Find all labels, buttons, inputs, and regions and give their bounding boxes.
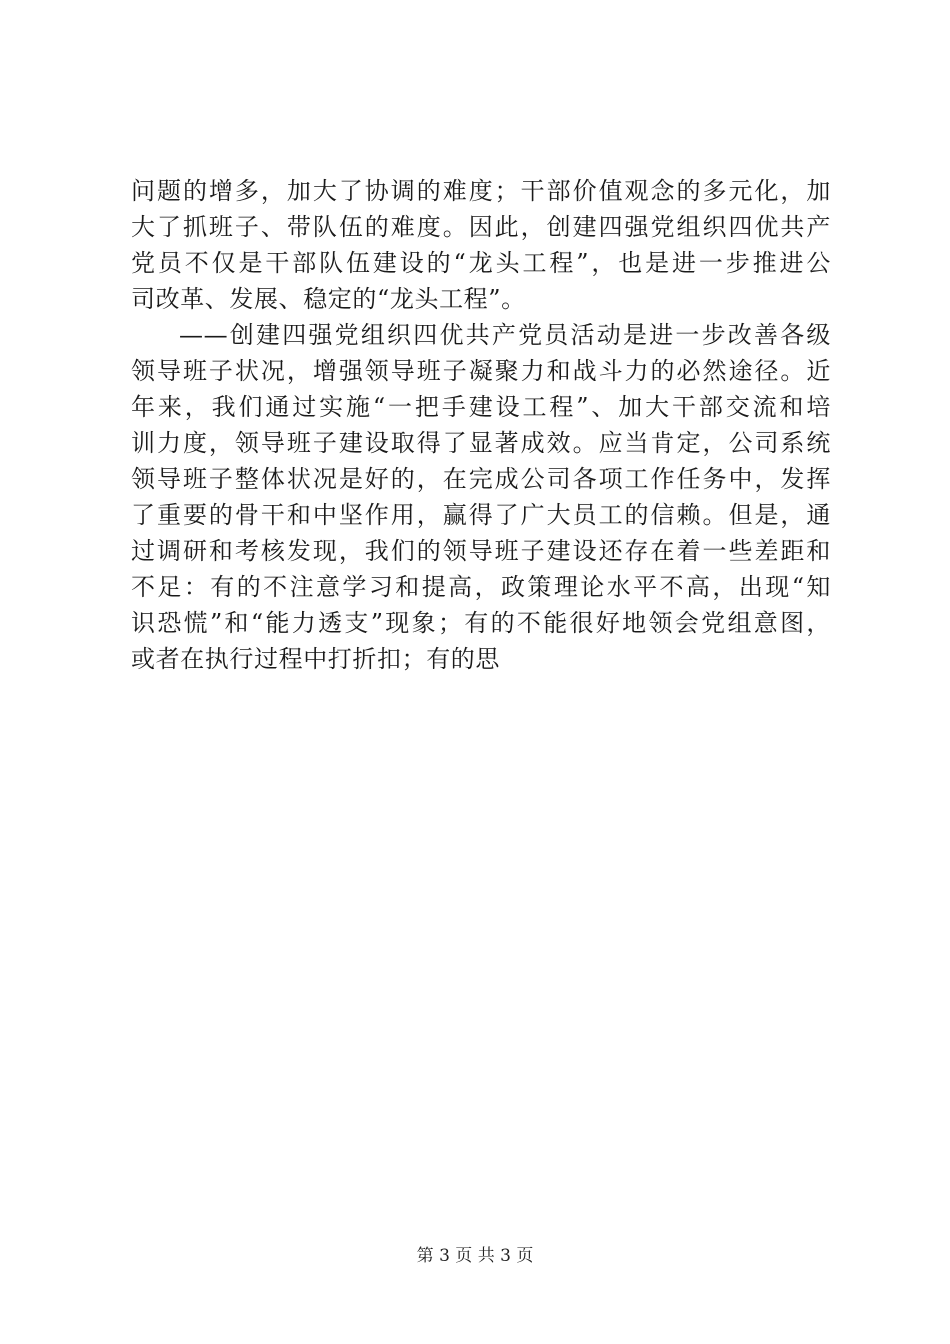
- text-line: 党员不仅是干部队伍建设的“龙头工程”，也是进一步推进公: [131, 249, 831, 277]
- text-line: 不足：有的不注意学习和提高，政策理论水平不高，出现“知: [131, 573, 831, 601]
- text-line: 领导班子整体状况是好的，在完成公司各项工作任务中，发挥: [131, 465, 831, 493]
- body-text: [131, 173, 831, 677]
- text-line: 训力度，领导班子建设取得了显著成效。应当肯定，公司系统: [131, 429, 831, 457]
- text-line: 司改革、发展、稳定的“龙头工程”。: [131, 285, 526, 313]
- page-number: 第 3 页 共 3 页: [416, 1246, 534, 1266]
- text-line: 问题的增多，加大了协调的难度；干部价值观念的多元化，加: [131, 177, 831, 205]
- text-line: 或者在执行过程中打折扣；有的思: [131, 645, 500, 673]
- text-line: 过调研和考核发现，我们的领导班子建设还存在着一些差距和: [131, 537, 831, 565]
- text-line: 了重要的骨干和中坚作用，赢得了广大员工的信赖。但是，通: [131, 501, 831, 529]
- text-line: ——创建四强党组织四优共产党员活动是进一步改善各级: [179, 321, 831, 349]
- text-line: 领导班子状况，增强领导班子凝聚力和战斗力的必然途径。近: [131, 357, 831, 385]
- page-footer: [0, 1244, 950, 1268]
- text-line: 大了抓班子、带队伍的难度。因此，创建四强党组织四优共产: [131, 213, 831, 241]
- text-line: 识恐慌”和“能力透支”现象；有的不能很好地领会党组意图，: [131, 609, 831, 637]
- text-line: 年来，我们通过实施“一把手建设工程”、加大干部交流和培: [131, 393, 831, 421]
